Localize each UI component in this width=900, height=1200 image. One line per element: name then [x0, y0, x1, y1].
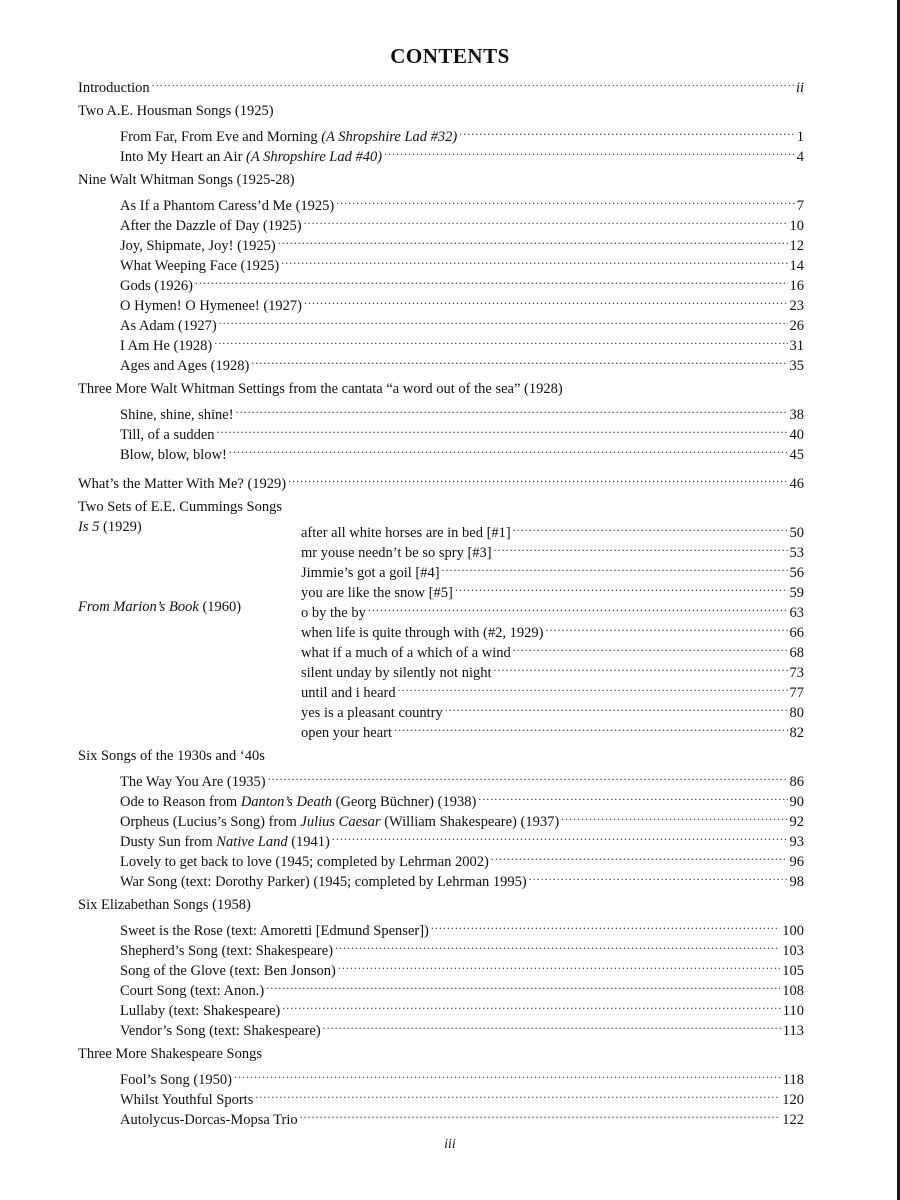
entry-title: Gods (1926) — [120, 278, 193, 294]
toc-entry[interactable] — [301, 617, 804, 641]
dot-leader — [335, 935, 780, 955]
dot-leader — [529, 866, 788, 886]
toc-entry[interactable] — [301, 637, 804, 661]
entry-title: Fool’s Song (1950) — [120, 1072, 232, 1088]
dot-leader — [268, 766, 788, 786]
dot-leader — [300, 1104, 781, 1124]
entry-page: 26 — [789, 318, 804, 334]
entry-page: 35 — [789, 358, 804, 374]
entry-page: 92 — [789, 814, 804, 830]
entry-title: Ode to Reason from Danton’s Death (Georg Büchner) (1938) — [120, 794, 477, 810]
entry-title: O Hymen! O Hymenee! (1927) — [120, 298, 303, 314]
entry-title: Court Song (text: Anon.) — [120, 983, 265, 999]
section-heading: Two A.E. Housman Songs (1925) — [78, 103, 274, 119]
dot-leader — [455, 577, 788, 597]
page-number: iii — [444, 1137, 456, 1152]
entry-title: o by the by — [301, 605, 366, 621]
entry-title: Joy, Shipmate, Joy! (1925) — [120, 238, 276, 254]
entry-title: Ages and Ages (1928) — [120, 358, 250, 374]
toc-entry[interactable] — [301, 597, 804, 621]
entry-title: yes is a pleasant country — [301, 705, 443, 721]
entry-title: What’s the Matter With Me? (1929) — [78, 476, 287, 492]
entry-title: From Far, From Eve and Morning (A Shropshire Lad #32) — [120, 129, 458, 145]
entry-page: 103 — [782, 943, 804, 959]
dot-leader — [384, 141, 795, 161]
entry-page: 90 — [789, 794, 804, 810]
dot-leader — [398, 677, 788, 697]
dot-leader — [282, 995, 781, 1015]
toc-entry[interactable] — [301, 577, 804, 601]
dot-leader — [251, 350, 787, 370]
entry-page: 98 — [789, 874, 804, 890]
entry-title: Blow, blow, blow! — [120, 447, 227, 463]
entry-page: 63 — [789, 605, 804, 621]
dot-leader — [217, 419, 788, 439]
entry-page: 53 — [789, 545, 804, 561]
entry-page: 66 — [789, 625, 804, 641]
entry-title: you are like the snow [#5] — [301, 585, 453, 601]
toc-entry[interactable] — [78, 915, 804, 939]
entry-page: 93 — [789, 834, 804, 850]
entry-page: 38 — [789, 407, 804, 423]
section-whitman — [78, 170, 804, 374]
section-heading: Three More Shakespeare Songs — [78, 1046, 263, 1062]
entry-page: 16 — [789, 278, 804, 294]
entry-page: 82 — [789, 725, 804, 741]
entry-page: 56 — [789, 565, 804, 581]
toc-entry[interactable] — [78, 766, 804, 790]
set-label-marions-book: From Marion’s Book (1960) — [78, 599, 242, 615]
entry-title: Into My Heart an Air (A Shropshire Lad #40) — [120, 149, 383, 165]
entry-page: 45 — [789, 447, 804, 463]
dot-leader — [255, 1084, 780, 1104]
dot-leader — [494, 657, 788, 677]
entry-title: Jimmie’s got a goil [#4] — [301, 565, 440, 581]
entry-page: 7 — [796, 198, 804, 214]
dot-leader — [236, 399, 788, 419]
entry-title: Introduction — [78, 80, 150, 96]
entry-title: Shepherd’s Song (text: Shakespeare) — [120, 943, 334, 959]
entry-page: 4 — [796, 149, 804, 165]
dot-leader — [494, 537, 788, 557]
entry-page: 14 — [789, 258, 804, 274]
entry-page: 120 — [782, 1092, 804, 1108]
toc-entry[interactable] — [78, 1064, 804, 1088]
dot-leader — [281, 250, 787, 270]
dot-leader — [219, 310, 788, 330]
entry-page: 122 — [782, 1112, 804, 1128]
entry-title: What Weeping Face (1925) — [120, 258, 280, 274]
entry-title: Autolycus-Dorcas-Mopsa Trio — [120, 1112, 298, 1128]
entry-page: 110 — [782, 1003, 804, 1019]
section-matter — [78, 468, 804, 492]
page-title: CONTENTS — [390, 44, 510, 68]
entry-title: until and i heard — [301, 685, 396, 701]
dot-leader — [478, 786, 787, 806]
toc-entry[interactable] — [301, 517, 804, 541]
entry-page: 23 — [789, 298, 804, 314]
dot-leader — [513, 637, 788, 657]
entry-page: 80 — [789, 705, 804, 721]
dot-leader — [332, 826, 788, 846]
dot-leader — [323, 1015, 781, 1035]
dot-leader — [459, 121, 795, 141]
toc-entry[interactable] — [301, 677, 804, 701]
entry-title: Song of the Glove (text: Ben Jonson) — [120, 963, 336, 979]
section-cummings — [78, 497, 804, 741]
entry-page: 46 — [789, 476, 804, 492]
entry-page: 73 — [789, 665, 804, 681]
toc-entry[interactable] — [78, 190, 804, 214]
toc-entry[interactable] — [301, 557, 804, 581]
dot-leader — [304, 210, 788, 230]
entry-title: what if a much of a which of a wind — [301, 645, 511, 661]
entry-page: ii — [795, 80, 804, 96]
entry-page: 40 — [789, 427, 804, 443]
dot-leader — [445, 697, 788, 717]
entry-title: I Am He (1928) — [120, 338, 213, 354]
toc-entry[interactable] — [301, 697, 804, 721]
entry-page: 100 — [782, 923, 804, 939]
entry-page: 77 — [789, 685, 804, 701]
entry-title: As Adam (1927) — [120, 318, 217, 334]
dot-leader — [368, 597, 788, 617]
entry-title: Dusty Sun from Native Land (1941) — [120, 834, 330, 850]
dot-leader — [431, 915, 780, 935]
dot-leader — [288, 468, 787, 488]
toc-entry[interactable] — [301, 657, 804, 681]
entry-page: 12 — [789, 238, 804, 254]
dot-leader — [442, 557, 788, 577]
entry-title: After the Dazzle of Day (1925) — [120, 218, 302, 234]
entry-title: when life is quite through with (#2, 1929) — [301, 625, 544, 641]
section-thirties — [78, 746, 804, 890]
entry-page: 68 — [789, 645, 804, 661]
section-heading: Three More Walt Whitman Settings from the cantata “a word out of the sea” (1928) — [78, 381, 563, 397]
section-whitman-more — [78, 379, 804, 463]
entry-page: 86 — [789, 774, 804, 790]
dot-leader — [278, 230, 788, 250]
toc-entry[interactable] — [78, 121, 804, 145]
toc-entry[interactable] — [78, 399, 804, 423]
dot-leader — [304, 290, 787, 310]
entry-title: Lovely to get back to love (1945; completed by Lehrman 2002) — [120, 854, 489, 870]
entry-page: 96 — [789, 854, 804, 870]
dot-leader — [214, 330, 787, 350]
entry-title: after all white horses are in bed [#1] — [301, 525, 511, 541]
entry-page: 50 — [789, 525, 804, 541]
dot-leader — [234, 1064, 781, 1084]
entry-title: Orpheus (Lucius’s Song) from Julius Caesar (William Shakespeare) (1937) — [120, 814, 560, 830]
dot-leader — [338, 955, 780, 975]
table-of-contents — [78, 72, 804, 1128]
section-housman — [78, 101, 804, 165]
entry-page: 113 — [782, 1023, 804, 1039]
section-heading: Six Elizabethan Songs (1958) — [78, 897, 251, 913]
set-label-is5: Is 5 (1929) — [78, 519, 142, 535]
entry-title: mr youse needn’t be so spry [#3] — [301, 545, 492, 561]
toc-entry-introduction[interactable] — [78, 72, 804, 96]
dot-leader — [394, 717, 788, 737]
toc-entry[interactable] — [78, 468, 804, 492]
section-heading: Two Sets of E.E. Cummings Songs — [78, 499, 283, 515]
section-heading: Six Songs of the 1930s and ‘40s — [78, 748, 265, 764]
entry-title: As If a Phantom Caress’d Me (1925) — [120, 198, 335, 214]
dot-leader — [545, 617, 787, 637]
dot-leader — [513, 517, 788, 537]
section-elizabethan — [78, 895, 804, 1039]
entry-page: 59 — [789, 585, 804, 601]
entry-page: 105 — [782, 963, 804, 979]
entry-page: 10 — [789, 218, 804, 234]
entry-page: 118 — [782, 1072, 804, 1088]
entry-title: Vendor’s Song (text: Shakespeare) — [120, 1023, 321, 1039]
entry-page: 1 — [796, 129, 804, 145]
entry-title: Lullaby (text: Shakespeare) — [120, 1003, 281, 1019]
entry-title: War Song (text: Dorothy Parker) (1945; completed by Lehrman 1995) — [120, 874, 527, 890]
dot-leader — [152, 72, 794, 92]
section-shakespeare — [78, 1044, 804, 1128]
dot-leader — [491, 846, 788, 866]
dot-leader — [195, 270, 788, 290]
entry-title: open your heart — [301, 725, 392, 741]
entry-title: Sweet is the Rose (text: Amoretti [Edmund Spenser]) — [120, 923, 429, 939]
entry-title: Whilst Youthful Sports — [120, 1092, 254, 1108]
dot-leader — [229, 439, 788, 459]
dot-leader — [561, 806, 787, 826]
entry-title: Till, of a sudden — [120, 427, 215, 443]
toc-entry[interactable] — [301, 537, 804, 561]
entry-title: Shine, shine, shine! — [120, 407, 234, 423]
toc-entry[interactable] — [301, 717, 804, 741]
section-heading: Nine Walt Whitman Songs (1925-28) — [78, 172, 295, 188]
dot-leader — [336, 190, 795, 210]
entry-title: The Way You Are (1935) — [120, 774, 266, 790]
entry-title: silent unday by silently not night — [301, 665, 492, 681]
dot-leader — [266, 975, 780, 995]
entry-page: 108 — [782, 983, 804, 999]
entry-page: 31 — [789, 338, 804, 354]
